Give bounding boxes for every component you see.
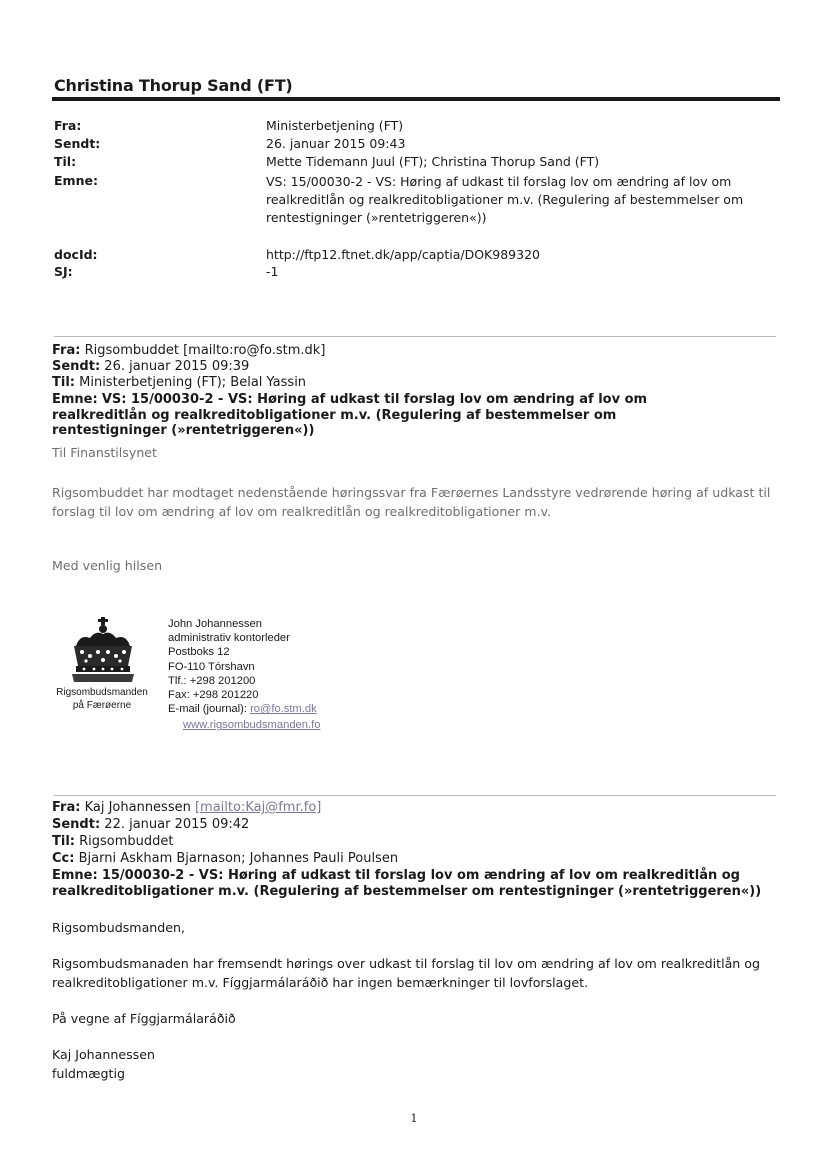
mail2-emne bbox=[52, 868, 777, 899]
page-number: 1 bbox=[410, 1112, 418, 1125]
emne-label: Emne: bbox=[54, 173, 98, 188]
mail2-paragraph: Rigsombudsmanaden har fremsendt hørings over udkast til forslag til lov om ændring af lov om realkreditlån og realkreditobligationer m.v. Fíggjarmálaráðið har ingen bemærkninger til lovforslaget. bbox=[52, 956, 760, 990]
title-rule bbox=[52, 97, 780, 101]
mail2-sendt bbox=[52, 817, 782, 833]
mail2-til-value: Rigsombuddet bbox=[79, 834, 174, 849]
emne-value: VS: 15/00030-2 - VS: Høring af udkast til forslag lov om ændring af lov om realkreditlån og realkreditobligationer m.v. (Regulering af bestemmelser om rentestigninger (»rentetriggeren«)) bbox=[266, 174, 744, 225]
mail1-fra-label: Fra: bbox=[52, 343, 81, 358]
mail2-til-label: Til: bbox=[52, 834, 75, 849]
sig-email-link[interactable]: ro@fo.stm.dk bbox=[250, 703, 317, 716]
mail1-fra bbox=[52, 343, 782, 359]
mail1-emne-value: VS: 15/00030-2 - VS: Høring af udkast til forslag lov om ændring af lov om realkreditlån og realkreditobligationer m.v. (Regulering af bestemmelser om rentestigninger (»rentetriggeren«)) bbox=[52, 392, 648, 438]
mail1-closing: Med venlig hilsen bbox=[52, 558, 163, 573]
royal-crown-crest-icon bbox=[66, 616, 140, 686]
docid-label: docId: bbox=[54, 247, 98, 262]
mail1-sendt bbox=[52, 359, 782, 375]
mail2-salutation: Rigsombudsmanden, bbox=[52, 920, 186, 935]
mail2-fra bbox=[52, 800, 782, 816]
crest-caption bbox=[48, 686, 156, 712]
sig-email-line bbox=[168, 702, 320, 716]
mail1-emne bbox=[52, 392, 692, 439]
sj-label: SJ: bbox=[54, 264, 73, 279]
mail1-til-value: Ministerbetjening (FT); Belal Yassin bbox=[79, 375, 307, 390]
mail2-emne-label: Emne: bbox=[52, 868, 98, 883]
page-title: Christina Thorup Sand (FT) bbox=[54, 76, 293, 95]
separator-2 bbox=[54, 795, 776, 796]
mail2-sendt-label: Sendt: bbox=[52, 817, 101, 832]
sj-value: -1 bbox=[266, 264, 279, 279]
mail2-emne-value: 15/00030-2 - VS: Høring af udkast til forslag lov om ændring af lov om realkreditlån og realkreditobligationer m.v. (Regulering af bestemmelser om rentestigninger (»rentetriggeren«)) bbox=[52, 868, 762, 899]
sig-email-label: E-mail (journal): bbox=[168, 703, 247, 716]
mail2-fra-link[interactable]: [mailto:Kaj@fmr.fo] bbox=[194, 800, 322, 815]
til-value: Mette Tidemann Juul (FT); Christina Thorup Sand (FT) bbox=[266, 154, 600, 169]
fra-label: Fra: bbox=[54, 118, 82, 133]
sig-address2: FO-110 Tórshavn bbox=[168, 660, 255, 673]
mail1-til-label: Til: bbox=[52, 375, 75, 390]
mail2-sendt-value: 22. januar 2015 09:42 bbox=[104, 817, 250, 832]
mail1-paragraph: Rigsombuddet har modtaget nedenstående høringssvar fra Færøernes Landsstyre vedrørende høring af udkast til forslag til lov om ændring af lov om realkreditlån og realkreditobligationer m.v. bbox=[52, 485, 771, 519]
crest-caption-line1: Rigsombudsmanden bbox=[56, 687, 148, 698]
sig-fax: Fax: +298 201220 bbox=[168, 689, 259, 702]
mail2-cc bbox=[52, 851, 782, 867]
signature-block bbox=[168, 617, 320, 733]
sig-name: John Johannessen bbox=[168, 618, 262, 630]
sendt-label: Sendt: bbox=[54, 136, 101, 151]
mail2-sender-title: fuldmægtig bbox=[52, 1066, 125, 1081]
sig-role: administrativ kontorleder bbox=[168, 632, 290, 645]
mail1-fra-value: Rigsombuddet [mailto:ro@fo.stm.dk] bbox=[84, 343, 326, 358]
crest-caption-line2: på Færøerne bbox=[72, 700, 132, 711]
mail2-cc-label: Cc: bbox=[52, 851, 75, 866]
sig-website-line bbox=[168, 718, 320, 732]
separator-1 bbox=[54, 336, 776, 337]
mail2-cc-value: Bjarni Askham Bjarnason; Johannes Pauli Poulsen bbox=[78, 851, 399, 866]
docid-value: http://ftp12.ftnet.dk/app/captia/DOK989320 bbox=[266, 247, 540, 262]
mail1-greeting: Til Finanstilsynet bbox=[52, 445, 157, 460]
sig-address1: Postboks 12 bbox=[168, 646, 230, 659]
mail2-sender-name: Kaj Johannessen bbox=[52, 1047, 155, 1062]
mail1-til bbox=[52, 375, 782, 391]
sig-phone: Tlf.: +298 201200 bbox=[168, 674, 256, 687]
sig-website-link[interactable]: www.rigsombudsmanden.fo bbox=[183, 719, 321, 732]
mail2-fra-label: Fra: bbox=[52, 800, 81, 815]
mail2-til bbox=[52, 834, 782, 850]
fra-value: Ministerbetjening (FT) bbox=[266, 118, 404, 133]
mail1-sendt-label: Sendt: bbox=[52, 359, 101, 374]
til-label: Til: bbox=[54, 154, 77, 169]
sendt-value: 26. januar 2015 09:43 bbox=[266, 136, 406, 151]
mail1-emne-label: Emne: bbox=[52, 392, 98, 407]
mail2-fra-name: Kaj Johannessen bbox=[84, 800, 191, 815]
mail2-on-behalf: På vegne af Fíggjarmálaráðið bbox=[52, 1011, 236, 1026]
mail1-sendt-value: 26. januar 2015 09:39 bbox=[104, 359, 250, 374]
